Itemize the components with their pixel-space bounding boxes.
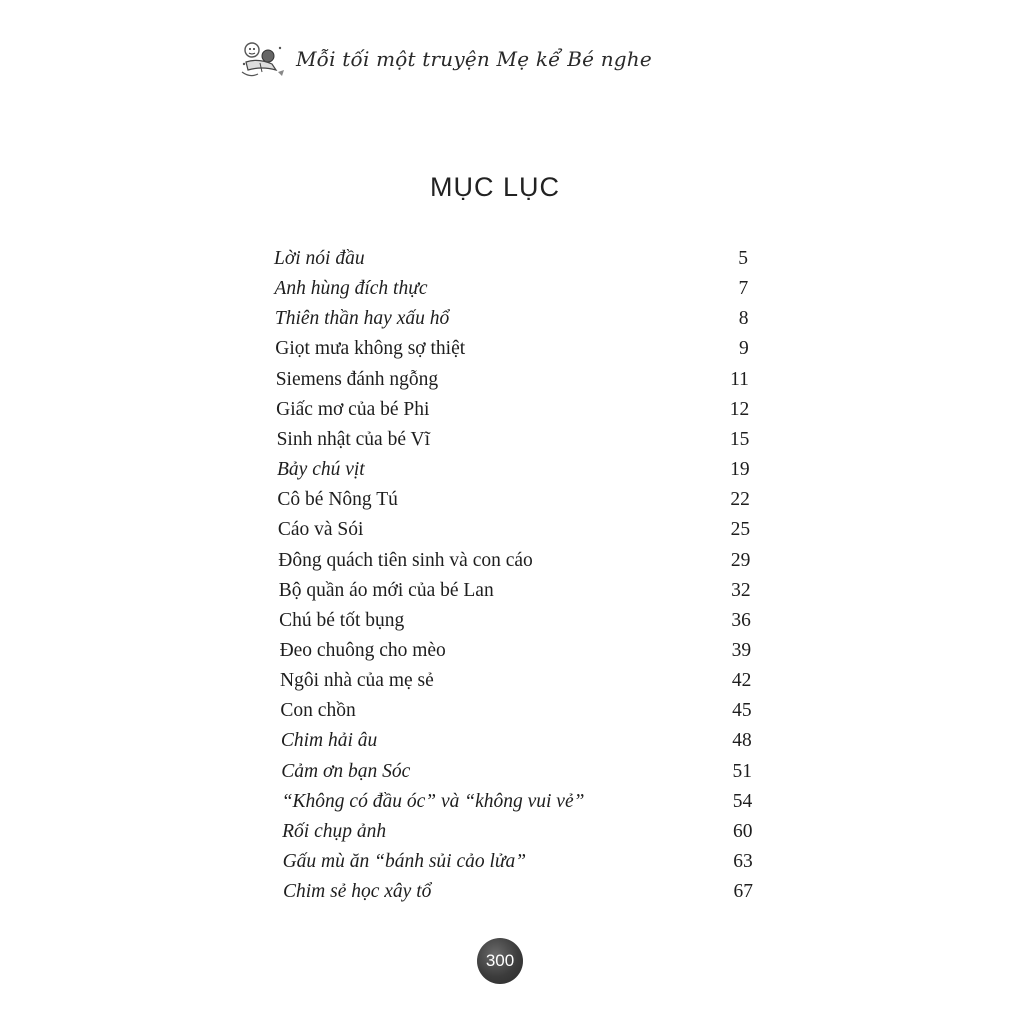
toc-entry-title: Đông quách tiên sinh và con cáo (278, 549, 533, 571)
toc-entry-page: 22 (730, 489, 750, 511)
toc-entry-title: Bộ quần áo mới của bé Lan (278, 579, 494, 601)
toc-entry (275, 304, 749, 334)
page-number: 300 (485, 951, 515, 970)
toc-entry (280, 696, 751, 726)
toc-entry-title: Sinh nhật của bé Vĩ (276, 428, 431, 450)
toc-heading: MỤC LỤC (429, 172, 560, 202)
toc-entry-page: 60 (733, 820, 753, 842)
toc-entry (277, 455, 750, 485)
toc-entry-page: 63 (733, 851, 753, 872)
toc-entry-title: Chim hải âu (280, 730, 378, 752)
page-number-badge (477, 938, 523, 984)
toc-entry (283, 877, 753, 907)
toc-entry-title: Giấc mơ của bé Phi (276, 398, 430, 420)
children-reading-logo-icon (238, 36, 288, 82)
toc-entry-page: 39 (731, 639, 752, 661)
toc-entry-page: 12 (729, 398, 750, 420)
toc-entry-page: 48 (732, 730, 752, 752)
toc-entry-title: Rối chụp ảnh (282, 820, 387, 842)
toc-entry-page: 5 (738, 248, 748, 269)
toc-entry-page: 45 (732, 700, 752, 722)
toc-entry (276, 395, 749, 425)
toc-entry (279, 576, 751, 606)
toc-entry (282, 787, 753, 817)
toc-entry-title: Giọt mưa không sợ thiệt (275, 338, 466, 360)
toc-entry-title: Anh hùng đích thực (274, 278, 428, 300)
toc-entry (278, 546, 750, 576)
toc-entry-title: Chim sẻ học xây tổ (283, 881, 432, 903)
toc-entry-title: “Không có đầu óc” và “không vui vẻ” (281, 790, 585, 812)
toc-entry-page: 42 (731, 670, 752, 692)
toc-entry-title: Cáo và Sói (277, 519, 364, 541)
toc-entry (274, 244, 748, 274)
toc-entry-page: 51 (732, 760, 753, 782)
toc-entry-page: 54 (732, 790, 753, 812)
toc-entry-title: Siemens đánh ngỗng (275, 368, 439, 390)
toc-entry (277, 425, 750, 455)
toc-entry (274, 274, 748, 304)
toc-entry (282, 817, 752, 847)
toc-entry-title: Bảy chú vịt (277, 459, 365, 481)
toc-entry (280, 666, 751, 696)
toc-entry-page: 32 (731, 579, 751, 601)
toc-entry-page: 67 (733, 881, 753, 903)
toc-entry-page: 8 (738, 308, 749, 330)
toc-entry (279, 606, 751, 636)
toc-entry-page: 19 (730, 459, 750, 481)
toc-entry-page: 25 (730, 519, 751, 541)
toc-entry (281, 757, 752, 787)
toc-entry (276, 365, 749, 395)
toc-entry-page: 11 (730, 368, 749, 390)
toc-entry-page: 29 (730, 549, 751, 571)
toc-entry-title: Cảm ơn bạn Sóc (281, 760, 411, 782)
toc-entry-title: Con chồn (280, 700, 356, 722)
toc-entry-page: 36 (731, 609, 751, 631)
toc-entry-title: Cô bé Nông Tú (277, 489, 398, 511)
toc-entry-page: 9 (738, 338, 749, 360)
toc-entry-title: Lời nói đầu (274, 248, 365, 269)
toc-entry-title: Thiên thần hay xấu hổ (274, 308, 450, 330)
running-header (238, 36, 652, 82)
toc-entry (277, 485, 749, 515)
toc-entry-page: 7 (738, 278, 749, 300)
toc-entry-title: Ngôi nhà của mẹ sẻ (280, 670, 434, 692)
toc-entry-title: Gấu mù ăn “bánh sủi cảo lửa” (282, 851, 527, 872)
toc-entry (278, 515, 750, 545)
toc-entry-title: Chú bé tốt bụng (279, 609, 405, 631)
toc-entry (275, 334, 748, 364)
toc-entry (280, 636, 752, 666)
toc-entry (281, 726, 752, 756)
toc-entry-title: Đeo chuông cho mèo (279, 639, 446, 661)
toc-entry-page: 15 (729, 428, 750, 450)
series-title: Mỗi tối một truyện Mẹ kể Bé nghe (296, 47, 652, 71)
toc-entry (283, 847, 753, 877)
